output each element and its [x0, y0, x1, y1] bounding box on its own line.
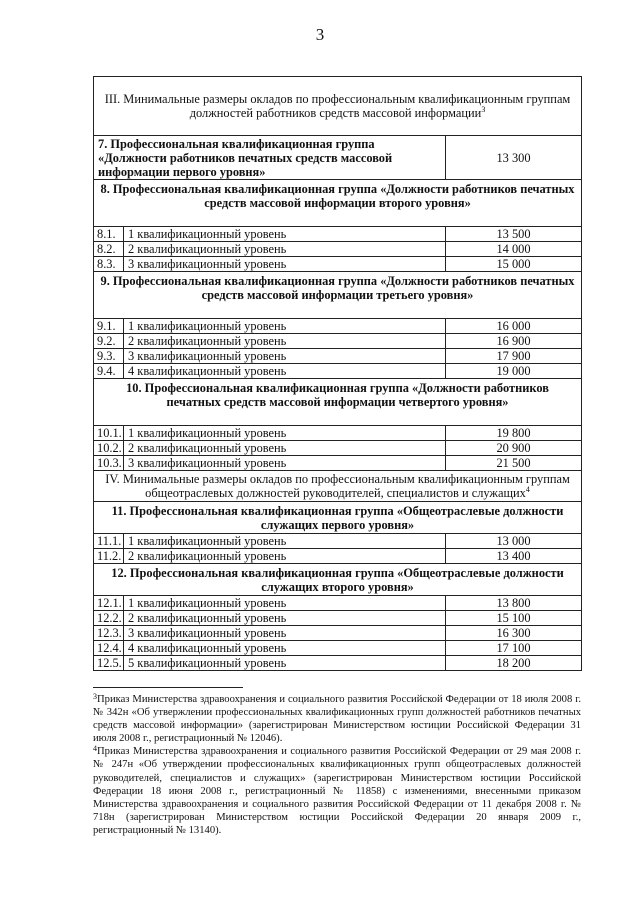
table-row	[94, 626, 582, 641]
table-row	[94, 349, 582, 364]
salary-amount: 14 000	[446, 242, 582, 257]
group-title: 12. Профессиональная квалификационная группа «Общеотраслевые должности служащих второго уровня»	[94, 564, 582, 596]
level-label: 4 квалификационный уровень	[124, 641, 446, 656]
level-label: 1 квалификационный уровень	[124, 227, 446, 242]
salary-amount: 19 000	[446, 364, 582, 379]
footnote-4	[93, 745, 581, 837]
section-header-iv	[94, 471, 582, 502]
table-row	[94, 549, 582, 564]
level-number: 11.2.	[94, 549, 124, 564]
salary-amount: 16 900	[446, 334, 582, 349]
group-title: 7. Профессиональная квалификационная группа «Должности работников печатных средств массовой информации первого уровня»	[94, 136, 446, 180]
level-number: 8.3.	[94, 257, 124, 272]
table-row	[94, 441, 582, 456]
table-row	[94, 242, 582, 257]
footnote-text: Приказ Министерства здравоохранения и социального развития Российской Федерации от 29 мая 2008 г. № 247н «Об утверждении профессиональных квалификационных групп общеотраслевых должностей руководителей, специалистов и служащих» (зарегистрирован Министерством юстиции Российской Федерации 18 июня 2008 г., регистрационный № 11858) с изменениями, внесенными приказом Министерства здравоохранения и социального развития Российской Федерации от 11 декабря 2008 г. № 718н (зарегистрирован Министерством юстиции Российской Федерации 20 января 2009 г., регистрационный № 13140).	[93, 746, 581, 836]
table-row	[94, 656, 582, 671]
level-label: 2 квалификационный уровень	[124, 549, 446, 564]
level-label: 1 квалификационный уровень	[124, 426, 446, 441]
level-label: 3 квалификационный уровень	[124, 257, 446, 272]
footnote-ref: 4	[525, 485, 530, 494]
level-number: 9.1.	[94, 319, 124, 334]
level-label: 2 квалификационный уровень	[124, 334, 446, 349]
level-label: 5 квалификационный уровень	[124, 656, 446, 671]
level-number: 12.3.	[94, 626, 124, 641]
salary-amount: 18 200	[446, 656, 582, 671]
group-10-header	[94, 379, 582, 426]
level-number: 12.5.	[94, 656, 124, 671]
salary-amount: 17 100	[446, 641, 582, 656]
table-row	[94, 534, 582, 549]
salary-amount: 13 800	[446, 596, 582, 611]
section-title: IV. Минимальные размеры окладов по профессиональным квалификационным группам общеотраслевых должностей руководителей, специалистов и служащих	[105, 472, 570, 500]
salary-amount: 21 500	[446, 456, 582, 471]
level-number: 12.4.	[94, 641, 124, 656]
group-11-header	[94, 502, 582, 534]
table-row	[94, 456, 582, 471]
table-row	[94, 334, 582, 349]
group-title: 8. Профессиональная квалификационная группа «Должности работников печатных средств массовой информации второго уровня»	[94, 180, 582, 227]
salary-amount: 13 300	[446, 136, 582, 180]
level-label: 1 квалификационный уровень	[124, 534, 446, 549]
footnotes	[93, 693, 581, 837]
salary-amount: 13 000	[446, 534, 582, 549]
salary-amount: 15 100	[446, 611, 582, 626]
salary-amount: 20 900	[446, 441, 582, 456]
level-number: 12.2.	[94, 611, 124, 626]
group-8-header	[94, 180, 582, 227]
level-number: 10.2.	[94, 441, 124, 456]
group-title: 9. Профессиональная квалификационная группа «Должности работников печатных средств массовой информации третьего уровня»	[94, 272, 582, 319]
salary-amount: 13 400	[446, 549, 582, 564]
group-title: 10. Профессиональная квалификационная группа «Должности работников печатных средств массовой информации четвертого уровня»	[94, 379, 582, 426]
group-12-header	[94, 564, 582, 596]
salary-amount: 15 000	[446, 257, 582, 272]
level-number: 10.1.	[94, 426, 124, 441]
level-number: 12.1.	[94, 596, 124, 611]
level-number: 8.1.	[94, 227, 124, 242]
level-number: 9.4.	[94, 364, 124, 379]
page-number: 3	[315, 25, 325, 44]
level-label: 2 квалификационный уровень	[124, 611, 446, 626]
footnote-divider	[93, 687, 243, 688]
level-number: 11.1.	[94, 534, 124, 549]
level-number: 9.2.	[94, 334, 124, 349]
level-label: 3 квалификационный уровень	[124, 456, 446, 471]
table-row	[94, 364, 582, 379]
table-row	[94, 641, 582, 656]
table-row	[94, 611, 582, 626]
salary-amount: 19 800	[446, 426, 582, 441]
level-number: 9.3.	[94, 349, 124, 364]
salary-table	[93, 76, 582, 671]
level-label: 1 квалификационный уровень	[124, 596, 446, 611]
level-label: 3 квалификационный уровень	[124, 349, 446, 364]
table-row	[94, 596, 582, 611]
section-title: III. Минимальные размеры окладов по профессиональным квалификационным группам должностей работников средств массовой информации	[104, 92, 571, 120]
level-label: 1 квалификационный уровень	[124, 319, 446, 334]
footnote-marker: 3	[93, 692, 97, 701]
level-number: 10.3.	[94, 456, 124, 471]
footnote-3	[93, 693, 581, 745]
footnote-text: Приказ Министерства здравоохранения и социального развития Российской Федерации от 18 июля 2008 г. № 342н «Об утвержлении профессиональных квалификационных групп должностей работников печатных средств массовой информации» (зарегистрирован Министерством юстиции Российской Федерации 31 июля 2008 г., регистрационный № 12046).	[93, 694, 581, 745]
salary-amount: 17 900	[446, 349, 582, 364]
group-9-header	[94, 272, 582, 319]
level-label: 3 квалификационный уровень	[124, 626, 446, 641]
salary-amount: 16 000	[446, 319, 582, 334]
level-label: 2 квалификационный уровень	[124, 242, 446, 257]
footnote-ref: 3	[481, 105, 486, 114]
level-number: 8.2.	[94, 242, 124, 257]
table-row	[94, 257, 582, 272]
table-row	[94, 319, 582, 334]
footnote-marker: 4	[93, 744, 97, 754]
salary-amount: 16 300	[446, 626, 582, 641]
table-row	[94, 426, 582, 441]
table-row	[94, 227, 582, 242]
level-label: 2 квалификационный уровень	[124, 441, 446, 456]
level-label: 4 квалификационный уровень	[124, 364, 446, 379]
group-7-row	[94, 136, 582, 180]
salary-amount: 13 500	[446, 227, 582, 242]
section-header-iii	[94, 77, 582, 136]
group-title: 11. Профессиональная квалификационная группа «Общеотраслевые должности служащих первого уровня»	[94, 502, 582, 534]
